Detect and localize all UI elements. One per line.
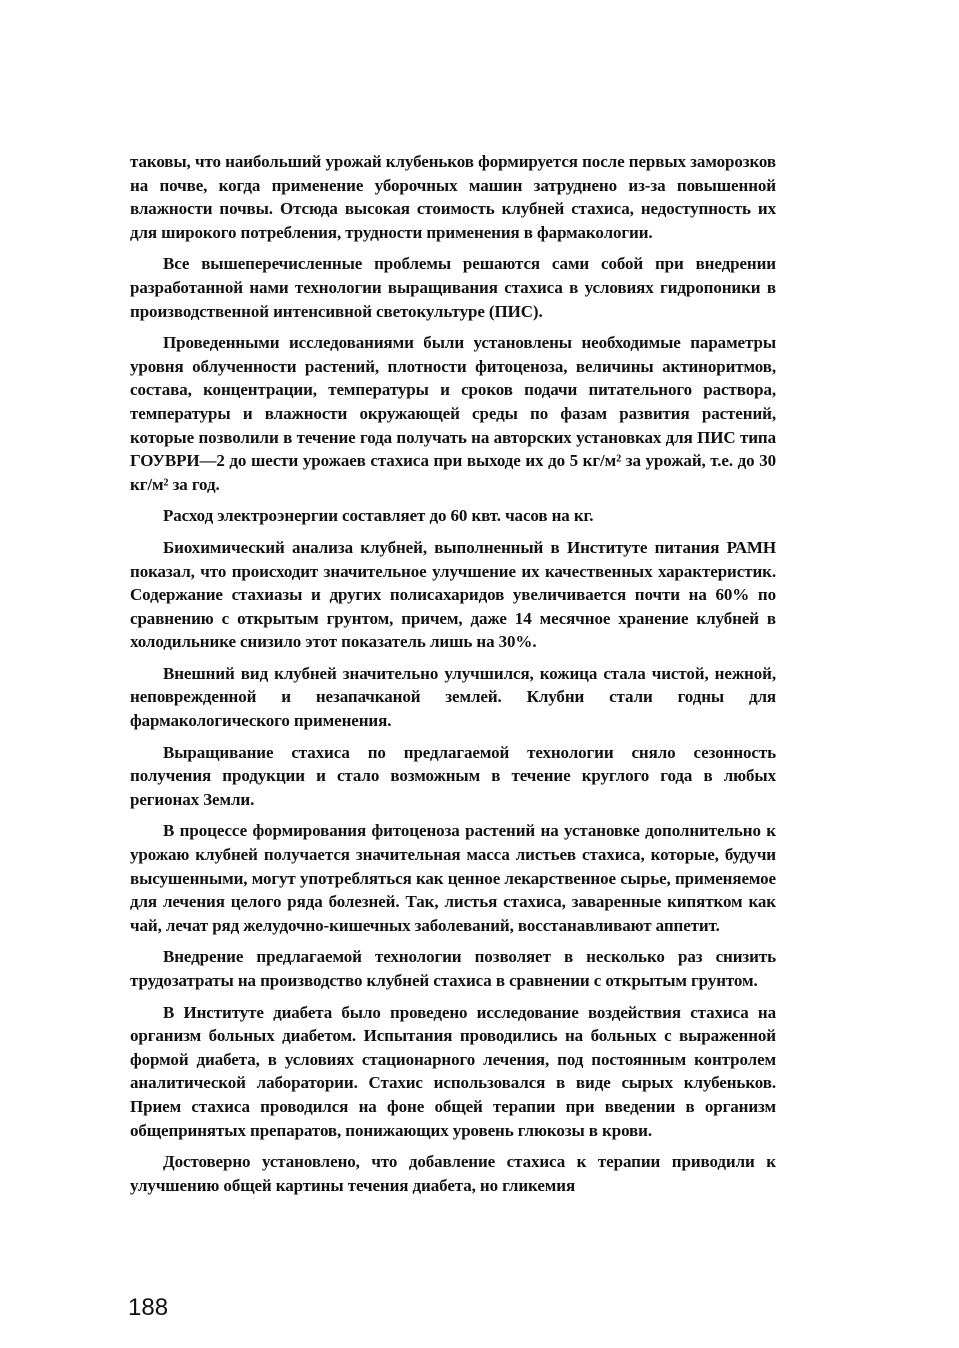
paragraph-biochemical-analysis: Биохимический анализа клубней, выполненный в Институте питания РАМН показал, что происходит значительное улучшение их качественных характеристик. Содержание стахиазы и других полисахаридов увеличивается почти на 60% по сравнению с открытым грунтом, причем, даже 14 месячное хранение клубней в холодильнике снизило этот показатель лишь на 30%. (130, 537, 776, 652)
paragraph-energy-consumption: Расход электроэнергии составляет до 60 квт. часов на кг. (163, 506, 594, 526)
paragraph-seasonality: Выращивание стахиса по предлагаемой технологии сняло сезонность получения продукции и стало возможным в течение круглого года в любых регионах Земли. (130, 742, 776, 809)
paragraph-research-parameters: Проведенными исследованиями были установлены необходимые параметры уровня облученности растений, плотности фитоценоза, величины актиноритмов, состава, концентрации, температуры и сроков подачи питательного раствора, температуры и влажности окружающей среды по фазам развития растений, которые позволили в течение года получать на авторских установках для ПИС типа ГОУВРИ—2 до шести урожаев стахиса при выходе их до 5 кг/м² за урожай, т.е. до 30 кг/м² за год. (130, 333, 776, 494)
paragraph-leaves-yield: В процессе формирования фитоценоза растений на установке дополнительно к урожаю клубней получается значительная масса листьев стахиса, которые, будучи высушенными, могут употребляться как ценное лекарственное сырье, применяемое для лечения целого ряда болезней. Так, листья стахиса, заваренные кипятком как чай, лечат ряд желудочно-кишечных заболеваний, восстанавливают аппетит. (130, 821, 776, 935)
page-number: 188 (128, 1294, 169, 1321)
paragraph-conclusion: Достоверно установлено, что добавление стахиса к терапии приводили к улучшению общей картины течения диабета, но гликемия (130, 1152, 776, 1195)
paragraph-continuation: таковы, что наибольший урожай клубеньков формируется после первых заморозков на почве, когда применение уборочных машин затруднено из-за повышенной влажности почвы. Отсюда высокая стоимость клубней стахиса, недоступность их для широкого потребления, трудности применения в фармакологии. (130, 152, 776, 242)
paragraph-diabetes-study: В Институте диабета было проведено исследование воздействия стахиса на организм больных диабетом. Испытания проводились на больных с выраженной формой диабета, в условиях стационарного лечения, под постоянным контролем аналитической лаборатории. Стахис использовался в виде сырых клубеньков. Прием стахиса проводился на фоне общей терапии при введении в организм общепринятых препаратов, понижающих уровень глюкозы в крови. (130, 1002, 776, 1140)
paragraph-problems-solved: Все вышеперечисленные проблемы решаются сами собой при внедрении разработанной нами технологии выращивания стахиса в условиях гидропоники в производственной интенсивной светокультуре (ПИС). (130, 254, 776, 321)
paragraph-labor-costs: Внедрение предлагаемой технологии позволяет в несколько раз снизить трудозатраты на производство клубней стахиса в сравнении с открытым грунтом. (130, 947, 776, 990)
body-text (130, 150, 776, 1205)
paragraph-tuber-appearance: Внешний вид клубней значительно улучшился, кожица стала чистой, нежной, неповрежденной и незапачканой землей. Клубни стали годны для фармакологического применения. (130, 663, 776, 731)
